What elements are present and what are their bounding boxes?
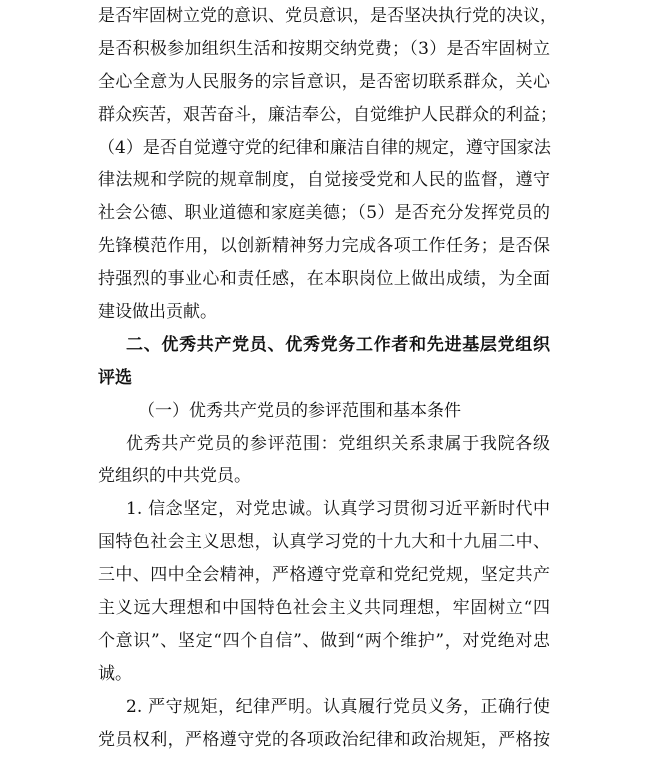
text-line: （4）是否自觉遵守党的纪律和廉洁自律的规定，遵守国家法 xyxy=(98,137,551,158)
text-line: 三中、四中全会精神，严格遵守党章和党纪党规，坚定共产 xyxy=(98,565,550,586)
text-line: 群众疾苦，艰苦奋斗，廉洁奉公，自觉维护人民群众的利益； xyxy=(98,104,557,125)
text-line: 国特色社会主义思想，认真学习党的十九大和十九届二中、 xyxy=(98,532,550,553)
text-line: 个意识”、坚定“四个自信”、做到“两个维护”，对党绝对忠 xyxy=(98,630,550,651)
text-line: 党员权利，严格遵守党的各项政治纪律和政治规矩，严格按 xyxy=(98,729,550,750)
text-line: 先锋模范作用，以创新精神努力完成各项工作任务；是否保 xyxy=(98,236,550,257)
text-line: 1. 信念坚定，对党忠诚。认真学习贯彻习近平新时代中 xyxy=(126,499,550,520)
text-line: 2. 严守规矩，纪律严明。认真履行党员义务，正确行使 xyxy=(126,696,550,717)
text-line: 优秀共产党员的参评范围：党组织关系隶属于我院各级 xyxy=(126,433,550,454)
section-heading: 评选 xyxy=(98,367,132,388)
text-line: 持强烈的事业心和责任感，在本职岗位上做出成绩，为全面 xyxy=(98,269,550,290)
subsection-heading: （一）优秀共产党员的参评范围和基本条件 xyxy=(138,400,461,421)
text-line: 是否牢固树立党的意识、党员意识，是否坚决执行党的决议， xyxy=(98,6,557,26)
section-heading: 二、优秀共产党员、优秀党务工作者和先进基层党组织 xyxy=(126,334,550,355)
text-line: 主义远大理想和中国特色社会主义共同理想，牢固树立“四 xyxy=(98,598,550,619)
text-line: 律法规和学院的规章制度，自觉接受党和人民的监督，遵守 xyxy=(98,170,550,191)
text-line: 全心全意为人民服务的宗旨意识，是否密切联系群众，关心 xyxy=(98,71,550,92)
text-line: 党组织的中共党员。 xyxy=(98,466,251,487)
text-line: 诚。 xyxy=(98,663,132,684)
text-line: 是否积极参加组织生活和按期交纳党费；（3）是否牢固树立 xyxy=(98,38,550,59)
text-line: 社会公德、职业道德和家庭美德；（5）是否充分发挥党员的 xyxy=(98,203,550,224)
document-body xyxy=(98,0,557,756)
text-line: 建设做出贡献。 xyxy=(98,302,217,323)
